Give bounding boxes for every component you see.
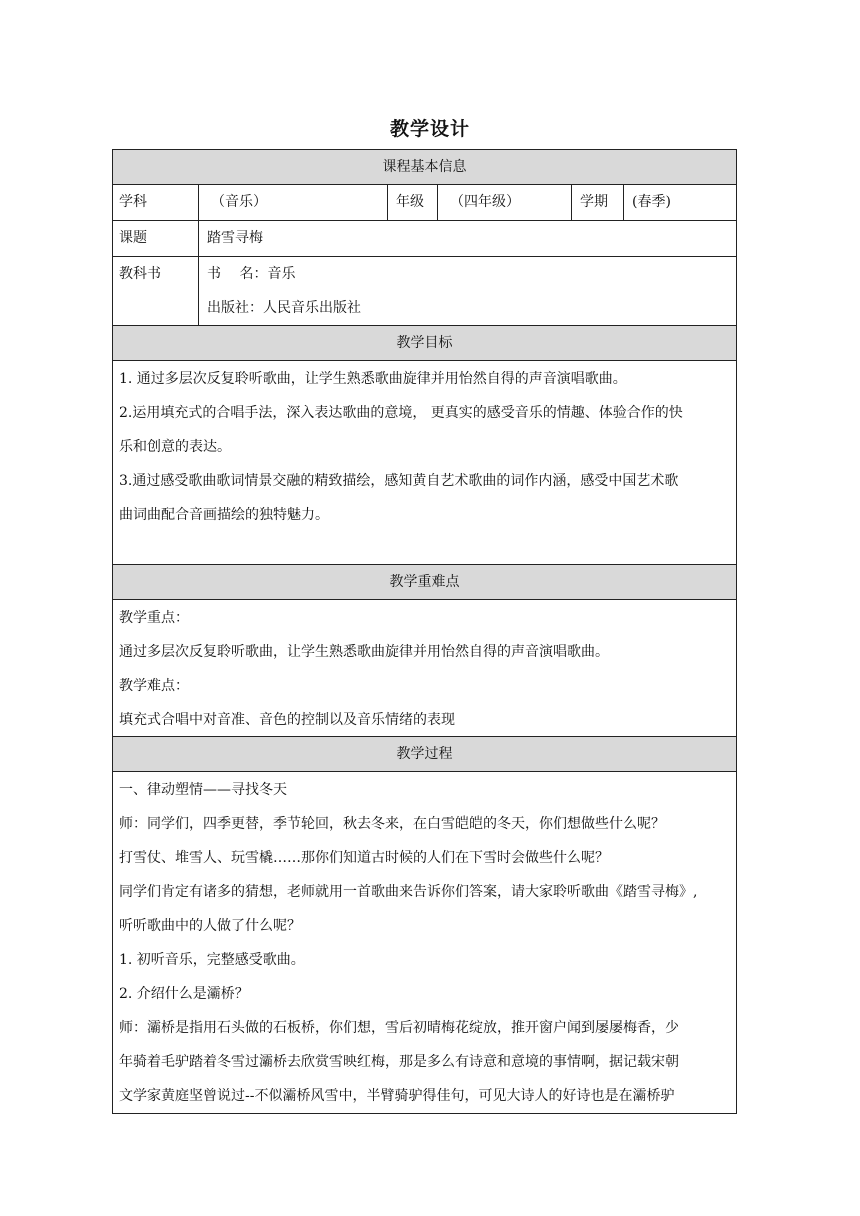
term-label: 学期 — [571, 185, 623, 220]
process-line: 一、律动塑情——寻找冬天 — [119, 782, 287, 798]
key-point-line: 教学难点： — [119, 678, 189, 694]
key-points-body — [113, 600, 736, 737]
objective-line: 3.通过感受歌曲歌词情景交融的精致描绘，感知黄自艺术歌曲的词作内涵，感受中国艺术歌 — [119, 473, 679, 489]
grade-value: （四年级） — [437, 185, 571, 220]
process-body — [113, 772, 736, 1113]
textbook-name: 书 名：音乐 — [207, 266, 296, 282]
objective-line: 2.运用填充式的合唱手法，深入表达歌曲的意境， 更真实的感受音乐的情趣、体验合作的快 — [119, 405, 683, 421]
key-points-header: 教学重难点 — [113, 565, 736, 600]
grade-label: 年级 — [387, 185, 437, 220]
topic-label: 课题 — [119, 230, 147, 246]
subject-grade-term-row — [113, 185, 736, 221]
process-line: 文学家黄庭坚曾说过--不似灞桥风雪中，半臂骑驴得佳句，可见大诗人的好诗也是在灞桥驴 — [119, 1088, 675, 1104]
key-point-line: 通过多层次反复聆听歌曲，让学生熟悉歌曲旋律并用怡然自得的声音演唱歌曲。 — [119, 644, 609, 660]
textbook-info — [198, 257, 736, 325]
process-line: 1. 初听音乐，完整感受歌曲。 — [119, 952, 305, 968]
key-point-line: 填充式合唱中对音准、音色的控制以及音乐情绪的表现 — [119, 712, 455, 728]
objective-line: 乐和创意的表达。 — [119, 439, 231, 455]
subject-label: 学科 — [119, 194, 147, 210]
textbook-row — [113, 257, 736, 326]
objectives-header: 教学目标 — [113, 326, 736, 361]
topic-row — [113, 221, 736, 257]
process-line: 2. 介绍什么是灞桥？ — [119, 986, 249, 1002]
process-line: 师：灞桥是指用石头做的石板桥，你们想，雪后初晴梅花绽放，推开窗户闻到屡屡梅香，少 — [119, 1020, 679, 1036]
topic-value: 踏雪寻梅 — [198, 221, 736, 256]
textbook-publisher: 出版社：人民音乐出版社 — [207, 300, 361, 316]
term-value: (春季) — [623, 185, 736, 220]
basic-info-header: 课程基本信息 — [113, 150, 736, 185]
subject-value: （音乐） — [198, 185, 387, 220]
process-line: 同学们肯定有诸多的猜想，老师就用一首歌曲来告诉你们答案，请大家聆听歌曲《踏雪寻梅》, — [119, 884, 698, 900]
lesson-plan-table — [112, 149, 737, 1114]
objective-line: 曲词曲配合音画描绘的独特魅力。 — [119, 507, 329, 523]
document-title: 教学设计 — [389, 118, 470, 140]
objectives-body — [113, 361, 736, 565]
textbook-label: 教科书 — [119, 266, 161, 282]
process-line: 打雪仗、堆雪人、玩雪橇……那你们知道古时候的人们在下雪时会做些什么呢？ — [119, 850, 609, 866]
key-point-line: 教学重点： — [119, 610, 189, 626]
process-header: 教学过程 — [113, 737, 736, 772]
process-line: 听听歌曲中的人做了什么呢？ — [119, 918, 301, 934]
process-line: 师：同学们，四季更替，季节轮回，秋去冬来，在白雪皑皑的冬天，你们想做些什么呢？ — [119, 816, 665, 832]
objective-line: 1. 通过多层次反复聆听歌曲，让学生熟悉歌曲旋律并用怡然自得的声音演唱歌曲。 — [119, 371, 627, 387]
process-line: 年骑着毛驴踏着冬雪过灞桥去欣赏雪映红梅，那是多么有诗意和意境的事情啊，据记载宋朝 — [119, 1054, 679, 1070]
